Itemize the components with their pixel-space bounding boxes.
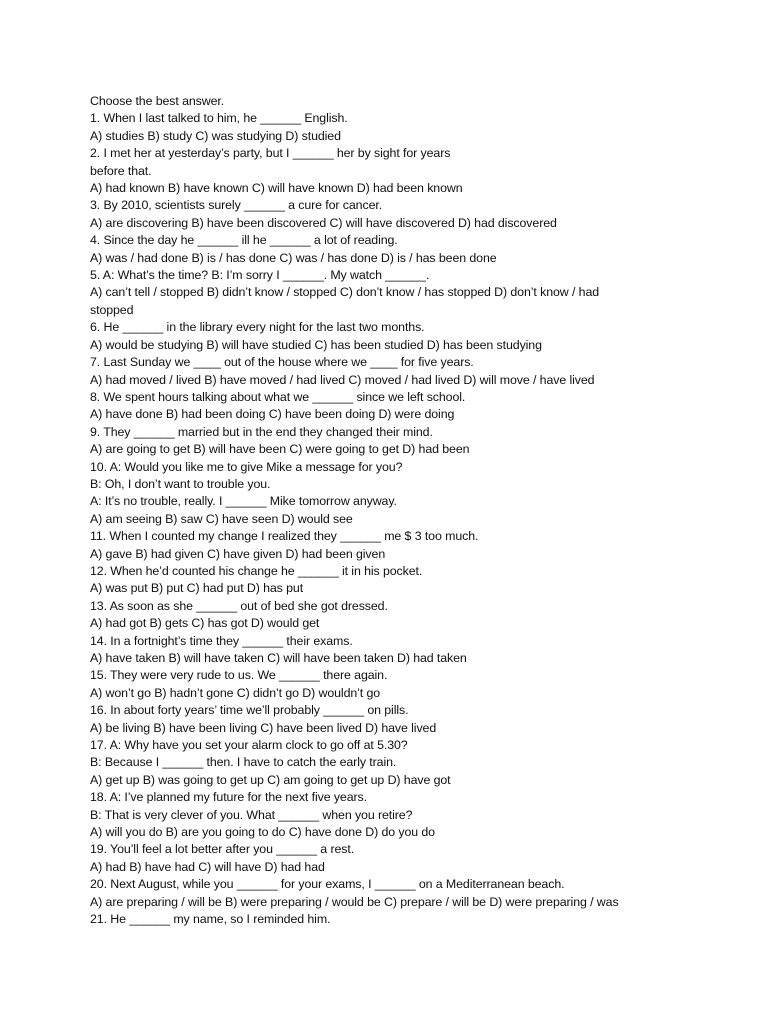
answer-options-line: A) be living B) have been living C) have been lived D) have lived: [90, 720, 437, 735]
text-line: stopped: [90, 302, 134, 317]
answer-options-line: A) are discovering B) have been discovered C) will have discovered D) had discovered: [90, 215, 557, 230]
text-line: B: Because I ______ then. I have to catch the early train.: [90, 755, 397, 770]
question-line: 9. They ______ married but in the end they changed their mind.: [90, 424, 433, 439]
question-line: 7. Last Sunday we ____ out of the house where we ____ for five years.: [90, 355, 474, 370]
answer-options-line: A) studies B) study C) was studying D) studied: [90, 128, 341, 143]
answer-options-line: A) am seeing B) saw C) have seen D) would see: [90, 511, 353, 526]
answer-options-line: A) get up B) was going to get up C) am going to get up D) have got: [90, 772, 451, 787]
question-line: 16. In about forty years’ time we’ll probably ______ on pills.: [90, 703, 409, 718]
answer-options-line: A) had known B) have known C) will have known D) had been known: [90, 181, 463, 196]
question-line: 5. A: What’s the time? B: I’m sorry I ______. My watch ______.: [90, 268, 430, 283]
question-line: 1. When I last talked to him, he ______ English.: [90, 111, 348, 126]
text-line: B: That is very clever of you. What ______ when you retire?: [90, 807, 413, 822]
text-line: A: It’s no trouble, really. I ______ Mike tomorrow anyway.: [90, 494, 397, 509]
question-line: 6. He ______ in the library every night for the last two months.: [90, 320, 425, 335]
question-line: 2. I met her at yesterday’s party, but I ______ her by sight for years: [90, 146, 451, 161]
question-line: 8. We spent hours talking about what we ______ since we left school.: [90, 389, 466, 404]
question-line: 14. In a fortnight’s time they ______ their exams.: [90, 633, 353, 648]
answer-options-line: A) was / had done B) is / has done C) was / has done D) is / has been done: [90, 250, 497, 265]
question-line: 21. He ______ my name, so I reminded him.: [90, 912, 331, 927]
answer-options-line: A) had B) have had C) will have D) had had: [90, 859, 325, 874]
text-line: before that.: [90, 163, 152, 178]
question-line: 3. By 2010, scientists surely ______ a cure for cancer.: [90, 198, 383, 213]
question-line: 4. Since the day he ______ ill he ______ a lot of reading.: [90, 233, 398, 248]
question-line: 17. A: Why have you set your alarm clock to go off at 5.30?: [90, 738, 408, 753]
text-line: B: Oh, I don’t want to trouble you.: [90, 476, 271, 491]
answer-options-line: A) had moved / lived B) have moved / had lived C) moved / had lived D) will move / have lived: [90, 372, 595, 387]
answer-options-line: A) gave B) had given C) have given D) had been given: [90, 546, 386, 561]
answer-options-line: A) have done B) had been doing C) have been doing D) were doing: [90, 407, 455, 422]
question-line: 13. As soon as she ______ out of bed she got dressed.: [90, 598, 388, 613]
question-line: 20. Next August, while you ______ for your exams, I ______ on a Mediterranean beach.: [90, 877, 565, 892]
question-line: 12. When he’d counted his change he ______ it in his pocket.: [90, 563, 423, 578]
question-line: 11. When I counted my change I realized they ______ me $ 3 too much.: [90, 529, 479, 544]
answer-options-line: A) can’t tell / stopped B) didn’t know / stopped C) don’t know / has stopped D) don’t know / had: [90, 285, 600, 300]
answer-options-line: A) had got B) gets C) has got D) would get: [90, 616, 320, 631]
answer-options-line: A) are going to get B) will have been C) were going to get D) had been: [90, 442, 470, 457]
question-line: 15. They were very rude to us. We ______ there again.: [90, 668, 388, 683]
exercise-page: [90, 93, 760, 929]
question-line: 10. A: Would you like me to give Mike a message for you?: [90, 459, 403, 474]
question-list: [90, 110, 760, 928]
answer-options-line: A) have taken B) will have taken C) will have been taken D) had taken: [90, 651, 467, 665]
answer-options-line: A) was put B) put C) had put D) has put: [90, 581, 304, 596]
answer-options-line: A) won’t go B) hadn’t gone C) didn’t go D) wouldn’t go: [90, 685, 381, 700]
instruction-heading: Choose the best answer.: [90, 94, 225, 108]
answer-options-line: A) would be studying B) will have studied C) has been studied D) has been studying: [90, 337, 542, 352]
question-line: 19. You’ll feel a lot better after you ______ a rest.: [90, 842, 355, 857]
question-line: 18. A: I’ve planned my future for the next five years.: [90, 790, 367, 805]
answer-options-line: A) are preparing / will be B) were preparing / would be C) prepare / will be D) were preparing / was: [90, 894, 619, 909]
answer-options-line: A) will you do B) are you going to do C) have done D) do you do: [90, 825, 435, 840]
